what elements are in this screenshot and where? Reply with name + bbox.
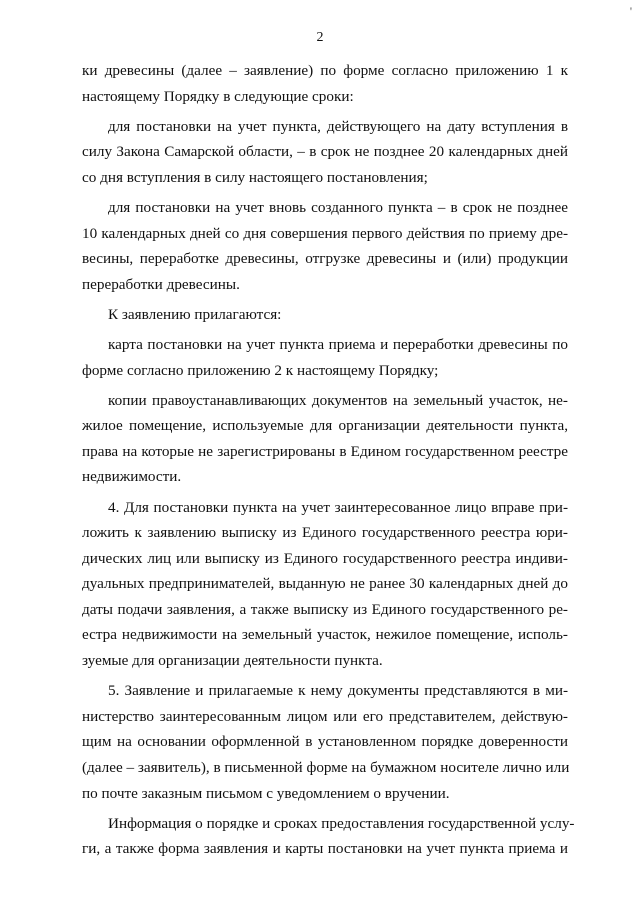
paragraph-3 [82, 195, 568, 297]
text-line: ки древесины (далее – заявление) по форме согласно приложению 1 к [82, 62, 568, 79]
paragraph-8 [82, 678, 568, 806]
text-line: дических лиц или выписку из Единого государственного реестра индиви- [82, 549, 568, 567]
text-line: права на которые не зарегистрированы в Едином государственном реестре [82, 442, 568, 460]
paragraph-4 [82, 302, 568, 328]
text-line: естра недвижимости на земельный участок, нежилое помещение, исполь- [82, 626, 568, 644]
text-line: нистерство заинтересованным лицом или его представителем, действую- [82, 707, 568, 725]
text-line: весины, переработке древесины, отгрузке древесины и (или) продукции [82, 250, 568, 268]
text-line: ги, а также форма заявления и карты постановки на учет пункта приема и [82, 840, 568, 858]
text-line: со дня вступления в силу настоящего постановления; [82, 168, 428, 186]
text-line: дуальных предпринимателей, выданную не ранее 30 календарных дней до [82, 575, 568, 593]
paragraph-2 [82, 114, 568, 191]
text-line: 10 календарных дней со дня совершения первого действия по приему дре- [82, 224, 568, 242]
text-line: (далее – заявитель), в письменной форме на бумажном носителе лично или [82, 758, 570, 776]
text-line: 4. Для постановки пункта на учет заинтересованное лицо вправе при- [108, 498, 568, 516]
text-line: форме согласно приложению 2 к настоящему Порядку; [82, 361, 439, 379]
text-line: карта постановки на учет пункта приема и переработки древесины по [108, 335, 568, 353]
text-line: зуемые для организации деятельности пункта. [82, 652, 383, 670]
text-line: для постановки на учет вновь созданного пункта – в срок не позднее [108, 198, 568, 216]
text-line: настоящему Порядку в следующие сроки: [82, 87, 354, 105]
text-line: копии правоустанавливающих документов на земельный участок, не- [108, 391, 568, 409]
paragraph-5 [82, 332, 568, 383]
text-line: К заявлению прилагаются: [108, 305, 282, 323]
page-number: 2 [316, 30, 324, 45]
paragraph-6 [82, 388, 568, 490]
text-line: щим на основании оформленной в установленном порядке доверенности [82, 733, 568, 751]
paragraph-1 [82, 58, 568, 109]
text-line: недвижимости. [82, 468, 182, 486]
text-line: переработки древесины. [82, 275, 240, 293]
paragraph-7 [82, 495, 568, 674]
text-line: Информация о порядке и сроках предоставления государственной услу- [108, 814, 575, 832]
text-line: жилое помещение, используемые для организации деятельности пункта, [82, 417, 568, 435]
document-body [82, 58, 575, 866]
text-line: даты подачи заявления, а также выписку из Единого государственного ре- [82, 600, 568, 618]
text-line: 5. Заявление и прилагаемые к нему документы представляются в ми- [108, 682, 568, 700]
text-line: для постановки на учет пункта, действующего на дату вступления в [108, 117, 568, 135]
text-line: по почте заказным письмом с уведомлением о вручении. [82, 784, 450, 802]
corner-mark: ' [629, 4, 632, 18]
paragraph-9 [82, 811, 575, 862]
text-line: силу Закона Самарской области, – в срок не позднее 20 календарных дней [82, 143, 568, 161]
text-line: ложить к заявлению выписку из Единого государственного реестра юри- [82, 524, 568, 542]
